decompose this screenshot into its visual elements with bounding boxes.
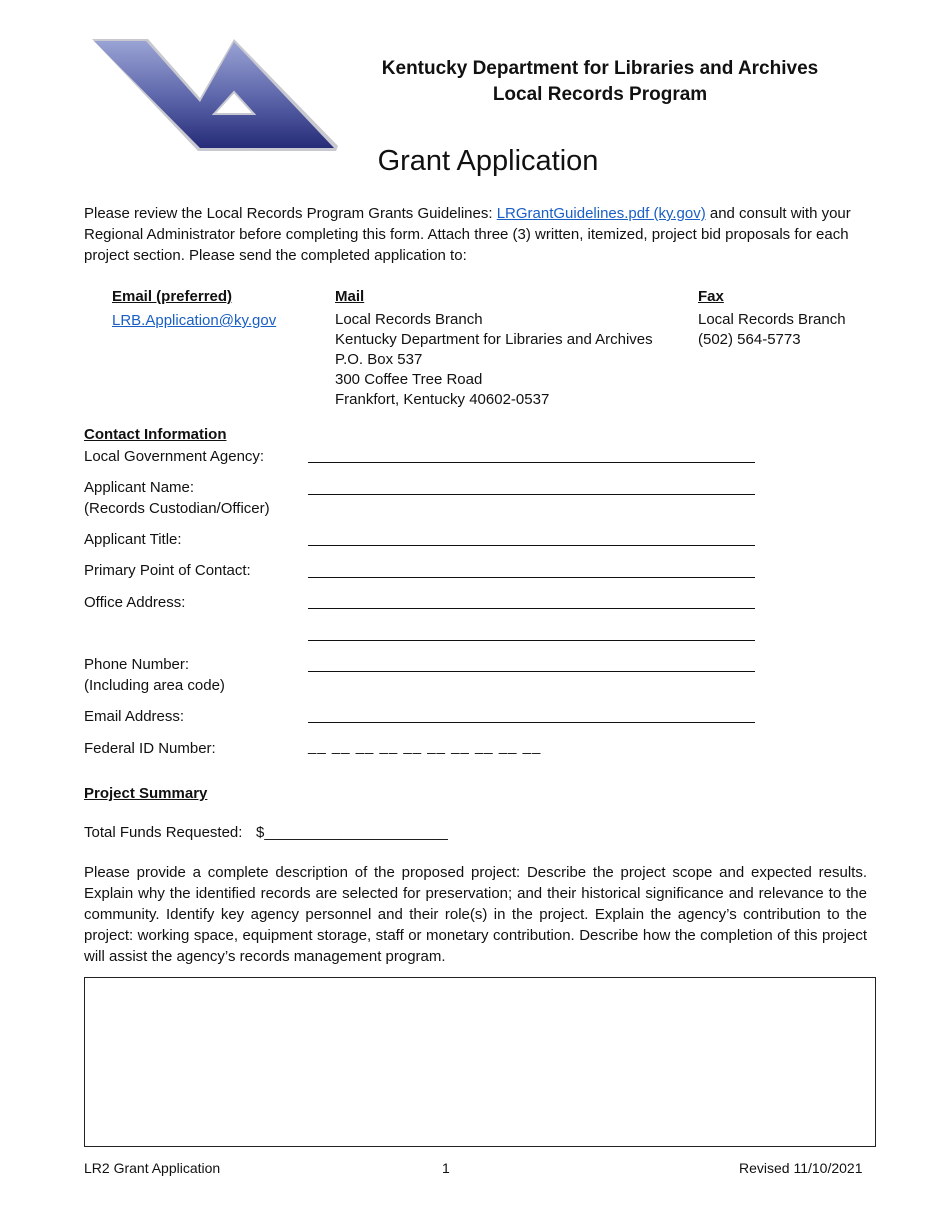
header-line-2: Local Records Program [492, 84, 708, 105]
intro-paragraph [84, 203, 867, 266]
intro-text-after: and consult with your Regional Administrator before completing this form. Attach three (3) written, itemized, project bid proposals for each project section. Please send the completed application to: [84, 205, 851, 264]
intro-text-before: Please review the Local Records Program Grants Guidelines: [84, 205, 497, 222]
page-title: Grant Application [377, 145, 599, 177]
funds-field[interactable]: $______________________ [256, 824, 448, 841]
agency-header [340, 56, 860, 108]
applicant-name-sublabel: (Records Custodian/Officer) [84, 500, 270, 517]
mail-heading: Mail [335, 288, 365, 305]
mail-line: Frankfort, Kentucky 40602-0537 [335, 391, 550, 408]
footer-page-number: 1 [442, 1160, 450, 1176]
primary-contact-label: Primary Point of Contact: [84, 562, 251, 579]
office-address-field-1[interactable] [308, 608, 755, 609]
applicant-name-label [84, 477, 270, 519]
fax-line: (502) 564-5773 [698, 331, 801, 348]
mail-line: P.O. Box 537 [335, 351, 423, 368]
office-address-label: Office Address: [84, 594, 186, 611]
applicant-name-field[interactable] [308, 494, 755, 495]
federal-id-field[interactable]: __ __ __ __ __ __ __ __ __ __ [308, 738, 542, 755]
funds-label: Total Funds Requested: [84, 824, 243, 841]
project-summary-heading: Project Summary [84, 785, 208, 802]
project-description-instructions: Please provide a complete description of the proposed project: Describe the project scope and expected results. Explain why the identified records are selected for preservation; and their historical significance and relevance to the community. Identify key agency personnel and their role(s) in the project. Explain the agency’s contribution to the project: working space, equipment storage, staff or monetary contribution. Describe how the completion of this project will assist the agency’s records management program. [84, 864, 867, 965]
phone-label [84, 654, 225, 696]
email-address-link[interactable]: LRB.Application@ky.gov [112, 312, 277, 329]
kdla-logo [88, 36, 340, 154]
agency-label: Local Government Agency: [84, 448, 265, 465]
agency-field[interactable] [308, 462, 755, 463]
office-address-field-2[interactable] [308, 640, 755, 641]
project-description-box[interactable] [84, 977, 876, 1147]
phone-label-text: Phone Number: [84, 656, 190, 673]
federal-id-label: Federal ID Number: [84, 740, 216, 757]
phone-sublabel: (Including area code) [84, 677, 225, 694]
primary-contact-field[interactable] [308, 577, 755, 578]
mail-line: Kentucky Department for Libraries and Archives [335, 331, 653, 348]
mail-line: 300 Coffee Tree Road [335, 371, 483, 388]
mail-line: Local Records Branch [335, 311, 483, 328]
fax-line: Local Records Branch [698, 311, 846, 328]
header-line-1: Kentucky Department for Libraries and Archives [381, 58, 819, 79]
footer-revised-date: Revised 11/10/2021 [739, 1160, 863, 1176]
phone-field[interactable] [308, 671, 755, 672]
email-address-field[interactable] [308, 722, 755, 723]
contact-info-heading: Contact Information [84, 426, 227, 443]
email-address-label: Email Address: [84, 708, 185, 725]
applicant-title-field[interactable] [308, 545, 755, 546]
fax-info [698, 310, 846, 350]
applicant-name-label-text: Applicant Name: [84, 479, 195, 496]
mail-address [335, 310, 653, 410]
guidelines-link[interactable]: LRGrantGuidelines.pdf (ky.gov) [496, 205, 706, 222]
applicant-title-label: Applicant Title: [84, 531, 182, 548]
email-heading: Email (preferred) [112, 288, 233, 305]
footer-form-id: LR2 Grant Application [84, 1160, 221, 1176]
fax-heading: Fax [698, 288, 724, 305]
